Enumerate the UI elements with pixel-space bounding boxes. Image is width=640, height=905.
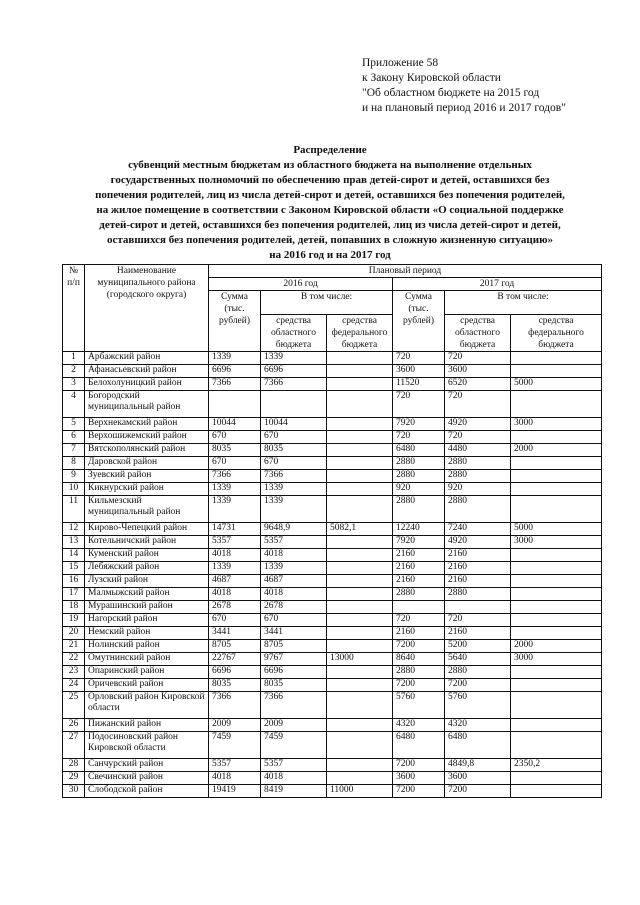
district-name: Орловский район Кировской области	[85, 692, 209, 719]
header-planned: Плановый период	[209, 265, 602, 278]
row-number: 26	[63, 719, 85, 732]
regional-2016: 1339	[261, 352, 327, 365]
sum-2017: 3600	[393, 365, 445, 378]
row-number: 20	[63, 627, 85, 640]
district-name: Кикнурский район	[85, 483, 209, 496]
federal-2017: 5000	[511, 523, 602, 536]
district-name: Санчурский район	[85, 759, 209, 772]
regional-2016: 4687	[261, 575, 327, 588]
federal-2016	[327, 549, 393, 562]
header-regional-2016: средства областного бюджета	[261, 315, 327, 352]
sum-2017: 6480	[393, 732, 445, 759]
sum-2016: 8705	[209, 640, 261, 653]
table-row	[63, 627, 602, 640]
regional-2017: 720	[445, 391, 511, 418]
federal-2017	[511, 549, 602, 562]
regional-2016: 670	[261, 614, 327, 627]
federal-2016	[327, 614, 393, 627]
federal-2017	[511, 483, 602, 496]
federal-2016	[327, 719, 393, 732]
sum-2017: 2880	[393, 588, 445, 601]
header-regional-2017: средства областного бюджета	[445, 315, 511, 352]
district-name: Белохолуницкий район	[85, 378, 209, 391]
regional-2017: 2880	[445, 666, 511, 679]
federal-2017	[511, 719, 602, 732]
sum-2017: 12240	[393, 523, 445, 536]
federal-2016	[327, 457, 393, 470]
sum-2017: 11520	[393, 378, 445, 391]
table-row	[63, 640, 602, 653]
federal-2017: 2000	[511, 444, 602, 457]
header-sum-2017: Сумма (тыс. рублей)	[393, 291, 445, 352]
sum-2016: 670	[209, 614, 261, 627]
row-number: 14	[63, 549, 85, 562]
sum-2017: 7200	[393, 679, 445, 692]
title-line: государственных полномочий по обеспечению прав детей-сирот и детей, оставшихся без	[110, 174, 550, 186]
row-number: 27	[63, 732, 85, 759]
table-row	[63, 536, 602, 549]
table-row	[63, 679, 602, 692]
district-name: Богородский муниципальный район	[85, 391, 209, 418]
district-name: Кильмезский муниципальный район	[85, 496, 209, 523]
federal-2016	[327, 666, 393, 679]
row-number: 6	[63, 431, 85, 444]
federal-2017	[511, 679, 602, 692]
regional-2017: 2880	[445, 457, 511, 470]
federal-2017: 3000	[511, 536, 602, 549]
regional-2016: 8419	[261, 785, 327, 798]
regional-2017: 3600	[445, 365, 511, 378]
sum-2016: 4018	[209, 549, 261, 562]
federal-2017: 3000	[511, 653, 602, 666]
regional-2016: 3441	[261, 627, 327, 640]
district-name: Пижанский район	[85, 719, 209, 732]
federal-2016: 5082,1	[327, 523, 393, 536]
sum-2016: 6696	[209, 666, 261, 679]
sum-2017: 7920	[393, 536, 445, 549]
row-number: 2	[63, 365, 85, 378]
federal-2017	[511, 772, 602, 785]
regional-2017: 7200	[445, 785, 511, 798]
table-row	[63, 523, 602, 536]
sum-2017: 720	[393, 352, 445, 365]
table-row	[63, 483, 602, 496]
sum-2017	[393, 601, 445, 614]
table-row	[63, 549, 602, 562]
sum-2016: 8035	[209, 679, 261, 692]
sum-2017: 2160	[393, 549, 445, 562]
row-number: 19	[63, 614, 85, 627]
sum-2016: 7366	[209, 692, 261, 719]
federal-2016	[327, 418, 393, 431]
row-number: 30	[63, 785, 85, 798]
federal-2016	[327, 692, 393, 719]
sum-2016: 10044	[209, 418, 261, 431]
district-name: Котельничский район	[85, 536, 209, 549]
federal-2017	[511, 601, 602, 614]
sum-2016: 4018	[209, 772, 261, 785]
header-year-2017: 2017 год	[393, 278, 602, 291]
sum-2016: 19419	[209, 785, 261, 798]
table-row	[63, 391, 602, 418]
regional-2016: 8705	[261, 640, 327, 653]
sum-2016: 4687	[209, 575, 261, 588]
federal-2017: 5000	[511, 378, 602, 391]
header-sum-2016: Сумма (тыс. рублей)	[209, 291, 261, 352]
sum-2016: 7459	[209, 732, 261, 759]
sum-2016: 670	[209, 457, 261, 470]
federal-2017	[511, 627, 602, 640]
sum-2017: 2160	[393, 627, 445, 640]
table-row	[63, 352, 602, 365]
regional-2017: 2160	[445, 549, 511, 562]
regional-2016: 1339	[261, 496, 327, 523]
district-name: Вятскополянский район	[85, 444, 209, 457]
header-num: № п/п	[63, 265, 85, 352]
federal-2016	[327, 772, 393, 785]
federal-2016	[327, 431, 393, 444]
row-number: 3	[63, 378, 85, 391]
federal-2016: 13000	[327, 653, 393, 666]
federal-2017: 2000	[511, 640, 602, 653]
federal-2016	[327, 640, 393, 653]
district-name: Омутнинский район	[85, 653, 209, 666]
regional-2017: 720	[445, 431, 511, 444]
regional-2016: 670	[261, 457, 327, 470]
regional-2016: 4018	[261, 588, 327, 601]
appendix-line: "Об областном бюджете на 2015 год	[362, 87, 540, 99]
row-number: 24	[63, 679, 85, 692]
row-number: 18	[63, 601, 85, 614]
row-number: 28	[63, 759, 85, 772]
federal-2017	[511, 666, 602, 679]
sum-2017: 7920	[393, 418, 445, 431]
regional-2017: 7200	[445, 679, 511, 692]
federal-2016	[327, 575, 393, 588]
federal-2017	[511, 562, 602, 575]
regional-2017	[445, 601, 511, 614]
row-number: 16	[63, 575, 85, 588]
row-number: 8	[63, 457, 85, 470]
federal-2016	[327, 352, 393, 365]
regional-2016: 10044	[261, 418, 327, 431]
row-number: 4	[63, 391, 85, 418]
regional-2017: 4849,8	[445, 759, 511, 772]
row-number: 12	[63, 523, 85, 536]
row-number: 29	[63, 772, 85, 785]
row-number: 22	[63, 653, 85, 666]
table-row	[63, 692, 602, 719]
sum-2016: 1339	[209, 352, 261, 365]
table-row	[63, 653, 602, 666]
appendix-note	[362, 56, 566, 116]
row-number: 1	[63, 352, 85, 365]
sum-2017: 2880	[393, 457, 445, 470]
table-row	[63, 719, 602, 732]
federal-2016	[327, 391, 393, 418]
regional-2016: 6696	[261, 365, 327, 378]
header-name: Наименование муниципального района (городского округа)	[85, 265, 209, 352]
table-row	[63, 562, 602, 575]
header-year-2016: 2016 год	[209, 278, 393, 291]
sum-2016: 6696	[209, 365, 261, 378]
regional-2016: 4018	[261, 772, 327, 785]
sum-2016	[209, 391, 261, 418]
table-row	[63, 431, 602, 444]
regional-2016: 7366	[261, 692, 327, 719]
federal-2016	[327, 759, 393, 772]
sum-2016: 14731	[209, 523, 261, 536]
federal-2017	[511, 496, 602, 523]
sum-2016: 7366	[209, 470, 261, 483]
federal-2017	[511, 614, 602, 627]
sum-2017: 7200	[393, 785, 445, 798]
federal-2016	[327, 627, 393, 640]
table-row	[63, 588, 602, 601]
title-line: детей-сирот и детей, оставшихся без попечения родителей, лиц из числа детей-сирот и детей,	[99, 219, 561, 231]
row-number: 23	[63, 666, 85, 679]
regional-2017: 4920	[445, 536, 511, 549]
sum-2017: 8640	[393, 653, 445, 666]
district-name: Слободской район	[85, 785, 209, 798]
district-name: Оричевский район	[85, 679, 209, 692]
regional-2017: 5640	[445, 653, 511, 666]
sum-2016: 3441	[209, 627, 261, 640]
regional-2017: 2160	[445, 627, 511, 640]
sum-2017: 2160	[393, 575, 445, 588]
table-row	[63, 666, 602, 679]
header-federal-2017: средства федерального бюджета	[511, 315, 602, 352]
regional-2017: 4920	[445, 418, 511, 431]
header-incl-2016: В том числе:	[261, 291, 393, 315]
regional-2017: 720	[445, 614, 511, 627]
regional-2017: 3600	[445, 772, 511, 785]
sum-2016: 670	[209, 431, 261, 444]
federal-2017	[511, 588, 602, 601]
title-line: оставшихся без попечения родителей, детей, попавших в сложную жизненную ситуацию»	[107, 234, 553, 246]
federal-2016: 11000	[327, 785, 393, 798]
sum-2017: 720	[393, 391, 445, 418]
table-row	[63, 575, 602, 588]
sum-2016: 7366	[209, 378, 261, 391]
title-line: субвенций местным бюджетам из областного бюджета на выполнение отдельных	[128, 159, 532, 171]
federal-2016	[327, 470, 393, 483]
table-row	[63, 496, 602, 523]
regional-2017: 6480	[445, 732, 511, 759]
regional-2016: 5357	[261, 536, 327, 549]
sum-2016: 8035	[209, 444, 261, 457]
title-line: на 2016 год и на 2017 год	[269, 249, 391, 261]
federal-2017: 3000	[511, 418, 602, 431]
table-row	[63, 457, 602, 470]
regional-2017: 2160	[445, 562, 511, 575]
sum-2017: 2880	[393, 666, 445, 679]
federal-2017	[511, 732, 602, 759]
district-name: Афанасьевский район	[85, 365, 209, 378]
federal-2017	[511, 470, 602, 483]
regional-2016: 7366	[261, 378, 327, 391]
district-name: Зуевский район	[85, 470, 209, 483]
regional-2016: 7459	[261, 732, 327, 759]
sum-2017: 7200	[393, 759, 445, 772]
table-row	[63, 772, 602, 785]
regional-2016: 5357	[261, 759, 327, 772]
subvention-table	[62, 264, 602, 798]
district-name: Даровской район	[85, 457, 209, 470]
title-line: попечения родителей, лиц из числа детей-сирот и детей, оставшихся без попечения родителей,	[95, 189, 565, 201]
federal-2017	[511, 391, 602, 418]
sum-2017: 720	[393, 614, 445, 627]
federal-2016	[327, 732, 393, 759]
district-name: Лузский район	[85, 575, 209, 588]
federal-2016	[327, 562, 393, 575]
sum-2017: 4320	[393, 719, 445, 732]
table-row	[63, 365, 602, 378]
district-name: Арбажский район	[85, 352, 209, 365]
district-name: Нолинский район	[85, 640, 209, 653]
district-name: Верхнекамский район	[85, 418, 209, 431]
regional-2017: 5760	[445, 692, 511, 719]
regional-2017: 2880	[445, 496, 511, 523]
district-name: Лебяжский район	[85, 562, 209, 575]
regional-2016: 4018	[261, 549, 327, 562]
table-row	[63, 601, 602, 614]
document-title	[50, 143, 610, 263]
sum-2017: 5760	[393, 692, 445, 719]
row-number: 21	[63, 640, 85, 653]
title-line: Распределение	[293, 144, 367, 156]
federal-2016	[327, 588, 393, 601]
sum-2017: 920	[393, 483, 445, 496]
sum-2017: 6480	[393, 444, 445, 457]
sum-2016: 1339	[209, 483, 261, 496]
row-number: 7	[63, 444, 85, 457]
appendix-line: Приложение 58	[362, 57, 439, 69]
row-number: 5	[63, 418, 85, 431]
regional-2017: 4480	[445, 444, 511, 457]
regional-2017: 6520	[445, 378, 511, 391]
federal-2016	[327, 679, 393, 692]
sum-2017: 2880	[393, 470, 445, 483]
row-number: 10	[63, 483, 85, 496]
district-name: Кирово-Чепецкий район	[85, 523, 209, 536]
sum-2017: 2160	[393, 562, 445, 575]
federal-2016	[327, 483, 393, 496]
sum-2016: 5357	[209, 759, 261, 772]
table-row	[63, 732, 602, 759]
table-row	[63, 614, 602, 627]
federal-2016	[327, 496, 393, 523]
federal-2017	[511, 352, 602, 365]
table-row	[63, 378, 602, 391]
table-row	[63, 759, 602, 772]
table-row	[63, 444, 602, 457]
federal-2017: 2350,2	[511, 759, 602, 772]
district-name: Опаринский район	[85, 666, 209, 679]
sum-2017: 2880	[393, 496, 445, 523]
regional-2016: 670	[261, 431, 327, 444]
regional-2016: 9648,9	[261, 523, 327, 536]
sum-2016: 2678	[209, 601, 261, 614]
table-row	[63, 418, 602, 431]
sum-2016: 1339	[209, 562, 261, 575]
row-number: 9	[63, 470, 85, 483]
regional-2016: 2678	[261, 601, 327, 614]
district-name: Мурашинский район	[85, 601, 209, 614]
title-line: на жилое помещение в соответствии с Законом Кировской области «О социальной поддержке	[96, 204, 564, 216]
sum-2017: 720	[393, 431, 445, 444]
district-name: Немский район	[85, 627, 209, 640]
sum-2016: 5357	[209, 536, 261, 549]
federal-2017	[511, 575, 602, 588]
regional-2016: 6696	[261, 666, 327, 679]
regional-2017: 4320	[445, 719, 511, 732]
regional-2016: 9767	[261, 653, 327, 666]
row-number: 15	[63, 562, 85, 575]
regional-2016: 1339	[261, 483, 327, 496]
federal-2016	[327, 601, 393, 614]
federal-2017	[511, 692, 602, 719]
sum-2016: 4018	[209, 588, 261, 601]
row-number: 25	[63, 692, 85, 719]
federal-2016	[327, 365, 393, 378]
regional-2017: 720	[445, 352, 511, 365]
appendix-line: к Закону Кировской области	[362, 72, 501, 84]
sum-2016: 2009	[209, 719, 261, 732]
federal-2017	[511, 785, 602, 798]
regional-2016: 8035	[261, 679, 327, 692]
table-body	[63, 352, 602, 798]
district-name: Подосиновский район Кировской области	[85, 732, 209, 759]
row-number: 13	[63, 536, 85, 549]
regional-2017: 2160	[445, 575, 511, 588]
regional-2016: 8035	[261, 444, 327, 457]
header-federal-2016: средства федерального бюджета	[327, 315, 393, 352]
district-name: Свечинский район	[85, 772, 209, 785]
sum-2016: 22767	[209, 653, 261, 666]
federal-2016	[327, 536, 393, 549]
sum-2017: 7200	[393, 640, 445, 653]
federal-2017	[511, 431, 602, 444]
regional-2017: 5200	[445, 640, 511, 653]
district-name: Верхошижемский район	[85, 431, 209, 444]
table-row	[63, 785, 602, 798]
regional-2016: 2009	[261, 719, 327, 732]
sum-2017: 3600	[393, 772, 445, 785]
row-number: 17	[63, 588, 85, 601]
regional-2017: 7240	[445, 523, 511, 536]
regional-2016: 1339	[261, 562, 327, 575]
row-number: 11	[63, 496, 85, 523]
regional-2017: 2880	[445, 470, 511, 483]
district-name: Малмыжский район	[85, 588, 209, 601]
federal-2017	[511, 365, 602, 378]
federal-2016	[327, 444, 393, 457]
district-name: Куменский район	[85, 549, 209, 562]
federal-2017	[511, 457, 602, 470]
sum-2016: 1339	[209, 496, 261, 523]
regional-2017: 2880	[445, 588, 511, 601]
appendix-line: и на плановый период 2016 и 2017 годов"	[362, 102, 566, 114]
regional-2016	[261, 391, 327, 418]
table-row	[63, 470, 602, 483]
federal-2016	[327, 378, 393, 391]
header-incl-2017: В том числе:	[445, 291, 602, 315]
district-name: Нагорский район	[85, 614, 209, 627]
regional-2017: 920	[445, 483, 511, 496]
regional-2016: 7366	[261, 470, 327, 483]
